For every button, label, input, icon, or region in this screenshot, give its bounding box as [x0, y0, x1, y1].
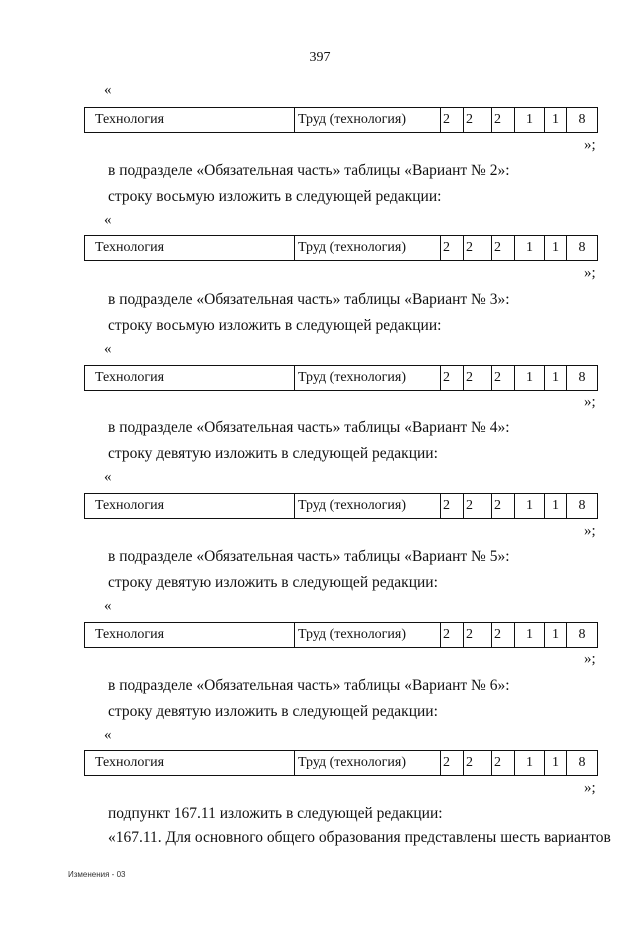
hours-cell: 1 [545, 366, 567, 391]
section-instruction: строку девятую изложить в следующей редакции: [108, 445, 438, 462]
opening-quote: « [104, 598, 112, 614]
total-hours-cell: 8 [567, 751, 598, 776]
hours-cell: 2 [492, 751, 515, 776]
hours-cell: 2 [441, 494, 464, 519]
table-row [85, 236, 598, 261]
opening-quote: « [104, 727, 112, 743]
footer-revision-label: Изменения - 03 [68, 870, 126, 879]
hours-cell: 1 [515, 366, 545, 391]
closing-quote: »; [584, 523, 596, 539]
total-hours-cell: 8 [567, 108, 598, 133]
opening-quote: « [104, 82, 112, 98]
closing-quote: »; [584, 394, 596, 410]
subject-cell: Труд (технология) [295, 236, 441, 261]
section-instruction: строку восьмую изложить в следующей редакции: [108, 317, 442, 334]
hours-cell: 2 [492, 494, 515, 519]
hours-cell: 2 [441, 366, 464, 391]
hours-cell: 2 [464, 366, 492, 391]
table-row [85, 366, 598, 391]
total-hours-cell: 8 [567, 366, 598, 391]
closing-quote: »; [584, 651, 596, 667]
opening-quote: « [104, 212, 112, 228]
subject-area-cell: Технология [85, 366, 295, 391]
subject-cell: Труд (технология) [295, 494, 441, 519]
curriculum-table-row [84, 622, 598, 648]
total-hours-cell: 8 [567, 236, 598, 261]
section-intro: в подразделе «Обязательная часть» таблицы «Вариант № 2»: [108, 162, 510, 179]
section-instruction: строку восьмую изложить в следующей редакции: [108, 188, 442, 205]
total-hours-cell: 8 [567, 494, 598, 519]
section-intro: в подразделе «Обязательная часть» таблицы «Вариант № 5»: [108, 548, 510, 565]
subject-cell: Труд (технология) [295, 751, 441, 776]
hours-cell: 2 [464, 623, 492, 648]
hours-cell: 2 [441, 623, 464, 648]
section-intro: в подразделе «Обязательная часть» таблицы «Вариант № 4»: [108, 419, 510, 436]
page-number: 397 [309, 50, 331, 65]
curriculum-table-row [84, 107, 598, 133]
section-instruction: строку девятую изложить в следующей редакции: [108, 574, 438, 591]
subject-cell: Труд (технология) [295, 623, 441, 648]
closing-quote: »; [584, 780, 596, 796]
curriculum-table-row [84, 235, 598, 261]
subject-cell: Труд (технология) [295, 108, 441, 133]
closing-quote: »; [584, 265, 596, 281]
section-intro: в подразделе «Обязательная часть» таблицы «Вариант № 6»: [108, 677, 510, 694]
table-row [85, 108, 598, 133]
curriculum-table-row [84, 750, 598, 776]
table-row [85, 623, 598, 648]
hours-cell: 1 [545, 623, 567, 648]
subject-area-cell: Технология [85, 751, 295, 776]
hours-cell: 2 [492, 623, 515, 648]
section-instruction: строку девятую изложить в следующей редакции: [108, 703, 438, 720]
opening-quote: « [104, 341, 112, 357]
final-paragraph-line: «167.11. Для основного общего образования представлены шесть вариантов [108, 829, 611, 846]
subparagraph-instruction: подпункт 167.11 изложить в следующей редакции: [108, 805, 443, 822]
subject-cell: Труд (технология) [295, 366, 441, 391]
hours-cell: 2 [441, 751, 464, 776]
table-row [85, 751, 598, 776]
section-intro: в подразделе «Обязательная часть» таблицы «Вариант № 3»: [108, 291, 510, 308]
hours-cell: 1 [515, 108, 545, 133]
subject-area-cell: Технология [85, 623, 295, 648]
hours-cell: 1 [515, 494, 545, 519]
curriculum-table-row [84, 493, 598, 519]
hours-cell: 2 [464, 494, 492, 519]
hours-cell: 1 [545, 108, 567, 133]
table-row [85, 494, 598, 519]
total-hours-cell: 8 [567, 623, 598, 648]
curriculum-table-row [84, 365, 598, 391]
hours-cell: 2 [441, 236, 464, 261]
hours-cell: 1 [545, 751, 567, 776]
hours-cell: 1 [515, 236, 545, 261]
hours-cell: 2 [464, 751, 492, 776]
hours-cell: 1 [515, 623, 545, 648]
hours-cell: 2 [464, 236, 492, 261]
hours-cell: 2 [441, 108, 464, 133]
opening-quote: « [104, 469, 112, 485]
hours-cell: 1 [545, 494, 567, 519]
hours-cell: 1 [545, 236, 567, 261]
hours-cell: 2 [492, 236, 515, 261]
subject-area-cell: Технология [85, 494, 295, 519]
closing-quote: »; [584, 137, 596, 153]
hours-cell: 2 [464, 108, 492, 133]
hours-cell: 2 [492, 366, 515, 391]
hours-cell: 1 [515, 751, 545, 776]
subject-area-cell: Технология [85, 236, 295, 261]
hours-cell: 2 [492, 108, 515, 133]
subject-area-cell: Технология [85, 108, 295, 133]
